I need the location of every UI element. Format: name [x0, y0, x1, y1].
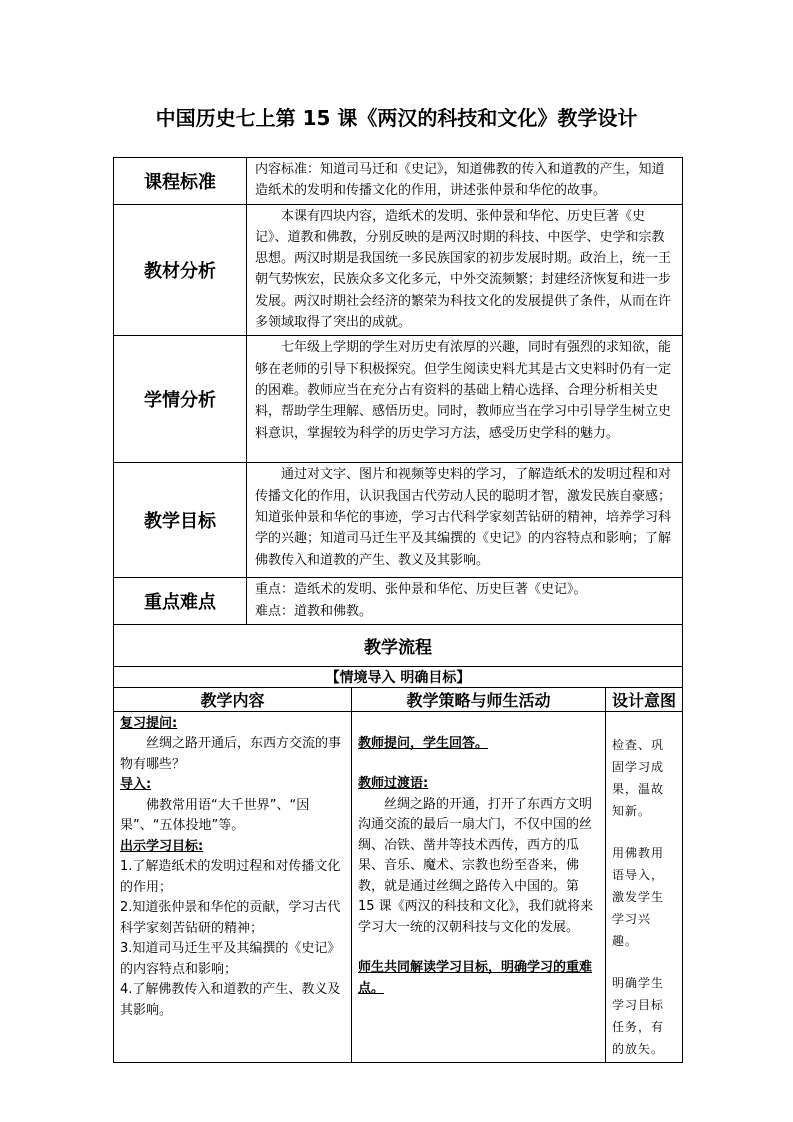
students-row — [114, 336, 683, 463]
page-title: 中国历史七上第 15 课《两汉的科技和文化》教学设计 — [155, 106, 638, 130]
transition-label: 教师过渡语: — [358, 776, 429, 792]
flow-subheading: 【情境导入 明确目标】 — [114, 666, 683, 687]
column-header-strategy: 教学策略与师生活动 — [352, 687, 606, 711]
design-note-2: 用佛教用语导入，激发学生学习兴趣。 — [612, 845, 665, 948]
design-cell — [606, 711, 683, 1062]
design-note-3: 明确学生学习目标任务，有的放矢。 — [612, 975, 665, 1056]
curriculum-row — [114, 158, 683, 205]
spacer — [612, 822, 676, 842]
flow-heading-row — [114, 624, 683, 666]
goals-row — [114, 463, 683, 578]
lesson-plan-table — [113, 157, 683, 1063]
students-label: 学情分析 — [114, 336, 247, 463]
spacer — [358, 754, 599, 774]
keypoints-text — [247, 578, 683, 625]
curriculum-label: 课程标准 — [114, 158, 247, 205]
strategy-cell — [352, 711, 606, 1062]
spacer — [612, 714, 676, 734]
textbook-label: 教材分析 — [114, 204, 247, 336]
textbook-text: 本课有四块内容，造纸术的发明、张仲景和华佗、历史巨著《史记》、道教和佛教，分别反映的是两汉时期的科技、中医学、史学和宗教思想。两汉时期是我国统一多民族国家的初步发展时期。政治上，统一王朝气势恢宏，民族众多文化多元，中外交流频繁；封建经济恢复和进一步发展。两汉时期社会经济的繁荣为科技文化的发展提供了条件，从而在许多领域取得了突出的成就。 — [247, 204, 683, 336]
column-header-content: 教学内容 — [114, 687, 352, 711]
textbook-row — [114, 204, 683, 336]
flow-subheading-row — [114, 666, 683, 687]
students-text: 七年级上学期的学生对历史有浓厚的兴趣，同时有强烈的求知欲，能够在老师的引导下积极探究。但学生阅读史料尤其是古文史料时仍有一定的困难。教师应当在充分占有资料的基础上精心选择、合理分析相关史料，帮助学生理解、感悟历史。同时，教师应当在学习中引导学生树立史料意识，掌握较为科学的历史学习方法，感受历史学科的魅力。 — [247, 336, 683, 463]
keypoints-line-2: 难点：道教和佛教。 — [255, 603, 373, 619]
teacher-ask: 教师提问，学生回答。 — [358, 735, 489, 751]
keypoints-line-1: 重点：造纸术的发明、张仲景和华佗、历史巨著《史记》。 — [255, 582, 587, 598]
keypoints-row — [114, 578, 683, 625]
transition-text: 丝绸之路的开通，打开了东西方文明沟通交流的最后一扇大门，不仅中国的丝绸、冶铁、凿井等技术西传，西方的瓜果、音乐、魔术、宗教也纷至沓来，佛教，就是通过丝绸之路传入中国的。第 15 课《两汉的科技和文化》，我们就将来学习大一统的汉朝科技与文化的发展。 — [358, 796, 594, 935]
intro-label: 导入: — [120, 777, 152, 793]
column-header-design: 设计意图 — [606, 687, 683, 711]
curriculum-text: 内容标准：知道司马迁和《史记》，知道佛教的传入和道教的产生，知道造纸术的发明和传播文化的作用，讲述张仲景和华佗的故事。 — [247, 158, 683, 205]
keypoints-label: 重点难点 — [114, 578, 247, 625]
flow-heading: 教学流程 — [114, 624, 683, 666]
goal-item-3: 3.知道司马迁生平及其编撰的《史记》的内容特点和影响； — [120, 941, 341, 977]
spacer — [358, 714, 599, 734]
goals-text: 通过对文字、图片和视频等史料的学习，了解造纸术的发明过程和对传播文化的作用，认识我国古代劳动人民的聪明才智，激发民族自豪感；知道张仲景和华佗的事迹，学习古代科学家刻苦钻研的精神，培养学习科学的兴趣；知道司马迁生平及其编撰的《史记》的内容特点和影响；了解佛教传入和道教的产生、教义及其影响。 — [247, 463, 683, 578]
design-note-1: 检查、巩固学习成果，温故知新。 — [612, 737, 665, 818]
review-text: 丝绸之路开通后，东西方交流的事物有哪些？ — [120, 736, 342, 772]
review-label: 复习提问: — [120, 715, 178, 731]
goal-item-4: 4.了解佛教传入和道教的产生、教义及其影响。 — [120, 982, 341, 1018]
content-cell — [114, 711, 352, 1062]
flow-body-row — [114, 711, 683, 1062]
goals-label: 教学目标 — [114, 463, 247, 578]
goal-item-1: 1.了解造纸术的发明过程和对传播文化的作用； — [120, 859, 341, 895]
spacer — [612, 952, 676, 972]
interpret-goals: 师生共同解读学习目标，明确学习的重难点。 — [358, 960, 593, 996]
goals-list-label: 出示学习目标: — [120, 838, 204, 854]
goal-item-2: 2.知道张仲景和华佗的贡献，学习古代科学家刻苦钻研的精神； — [120, 900, 341, 936]
flow-column-headers — [114, 687, 683, 711]
intro-text: 佛教常用语“大千世界”、“因果”、“五体投地”等。 — [120, 797, 310, 834]
spacer — [358, 938, 599, 958]
